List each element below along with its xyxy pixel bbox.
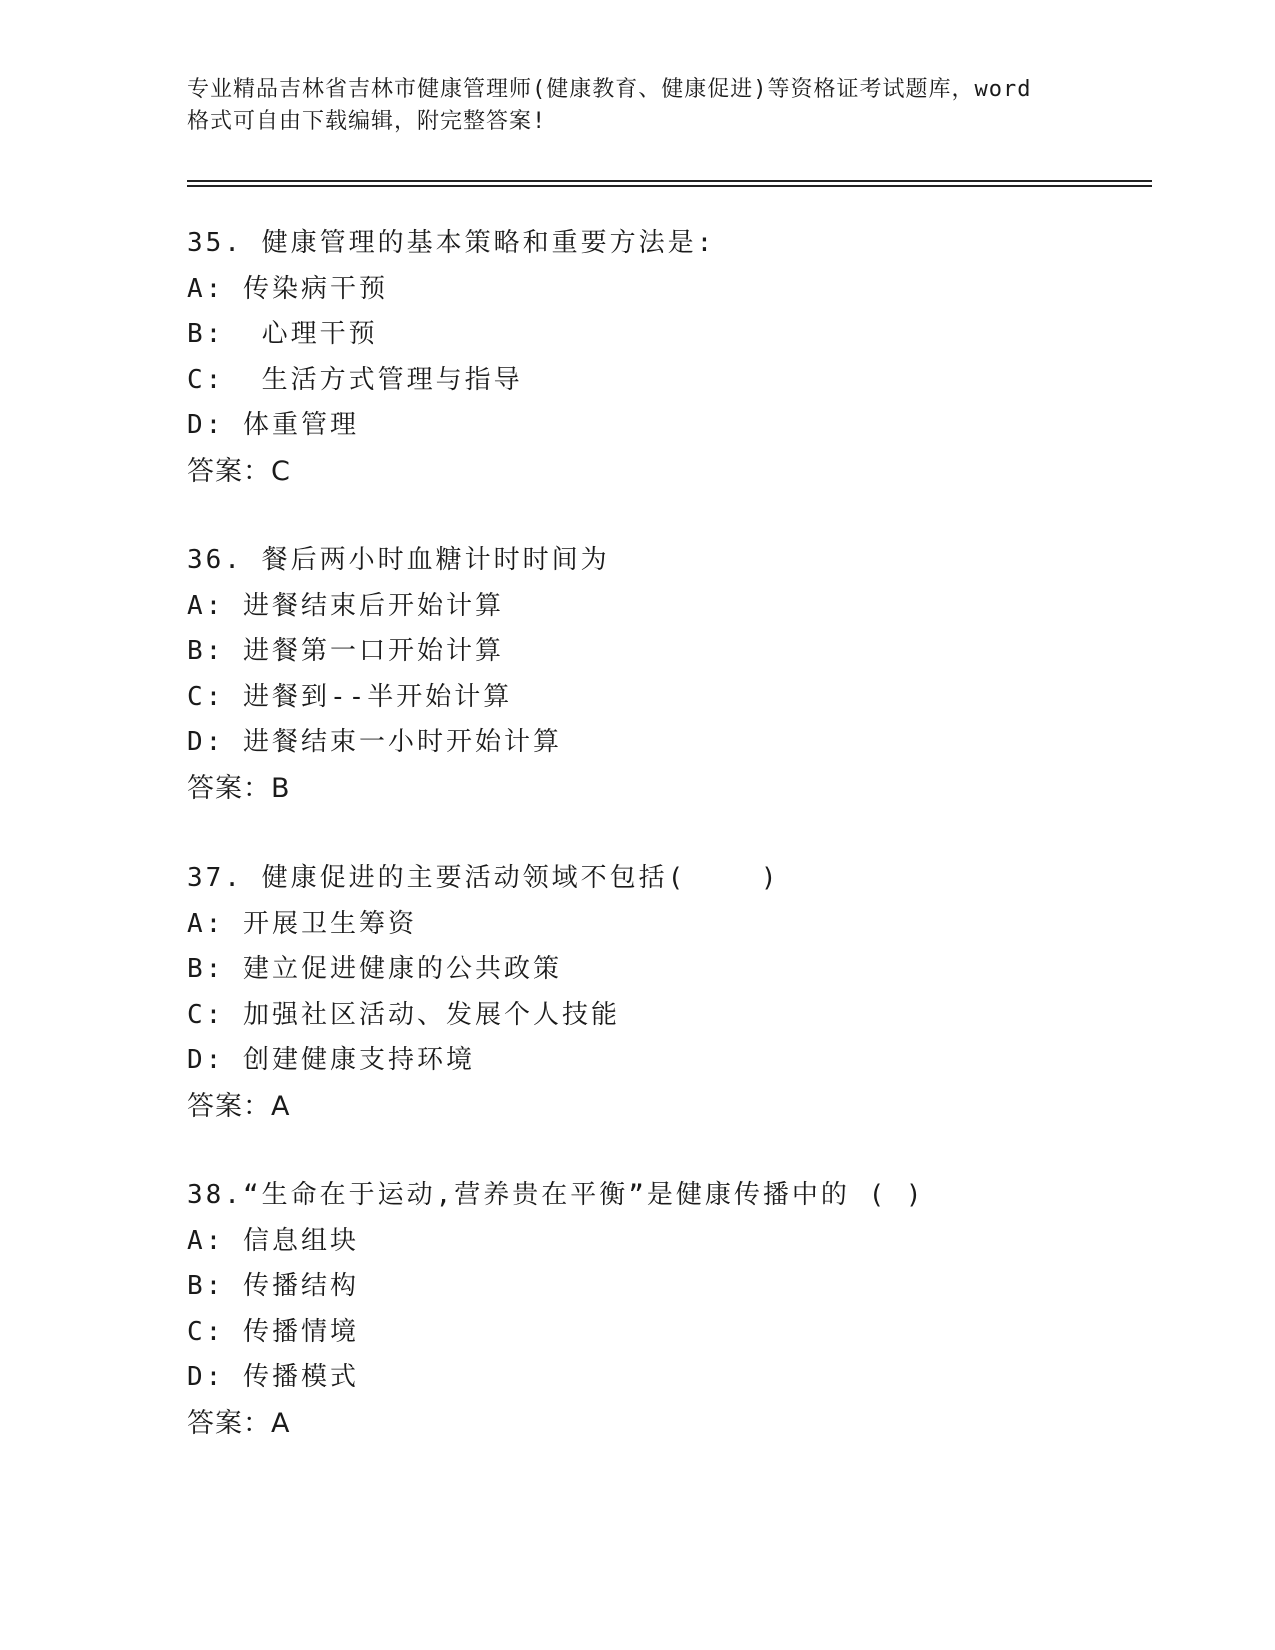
option-a: A: 信息组块	[187, 1225, 359, 1256]
header-line-2: 格式可自由下载编辑，附完整答案!	[187, 109, 547, 134]
option-d: D: 创建健康支持环境	[187, 1045, 475, 1075]
document-header	[187, 74, 1087, 138]
question-35	[187, 221, 1147, 494]
header-divider-top	[187, 180, 1152, 182]
option-c: C: 传播情境	[187, 1316, 359, 1347]
answer-line: 答案：B	[187, 772, 291, 804]
option-c: C: 生活方式管理与指导	[187, 364, 523, 395]
question-stem: 35. 健康管理的基本策略和重要方法是:	[187, 228, 716, 258]
question-38	[187, 1173, 1147, 1446]
option-d: D: 体重管理	[187, 410, 359, 440]
header-line-1: 专业精品吉林省吉林市健康管理师(健康教育、健康促进)等资格证考试题库，word	[187, 77, 1032, 102]
answer-line: 答案：A	[187, 1090, 291, 1122]
answer-line: 答案：A	[187, 1407, 291, 1439]
question-stem: 37. 健康促进的主要活动领域不包括( )	[187, 863, 780, 893]
option-c: C: 进餐到--半开始计算	[187, 681, 513, 712]
option-b: B: 传播结构	[187, 1271, 359, 1301]
option-b: B: 心理干预	[187, 319, 378, 349]
question-36	[187, 538, 1147, 811]
option-d: D: 进餐结束一小时开始计算	[187, 727, 562, 757]
option-b: B: 进餐第一口开始计算	[187, 636, 504, 666]
option-d: D: 传播模式	[187, 1362, 359, 1392]
option-a: A: 开展卫生筹资	[187, 908, 417, 939]
question-stem: 36. 餐后两小时血糖计时时间为	[187, 545, 610, 575]
question-37	[187, 856, 1147, 1129]
option-a: A: 进餐结束后开始计算	[187, 590, 504, 621]
header-divider-bottom	[187, 185, 1152, 187]
question-stem: 38.“生命在于运动,营养贵在平衡”是健康传播中的 ( )	[187, 1180, 925, 1210]
option-b: B: 建立促进健康的公共政策	[187, 954, 562, 984]
answer-line: 答案：C	[187, 455, 291, 487]
option-c: C: 加强社区活动、发展个人技能	[187, 999, 620, 1030]
option-a: A: 传染病干预	[187, 273, 388, 304]
